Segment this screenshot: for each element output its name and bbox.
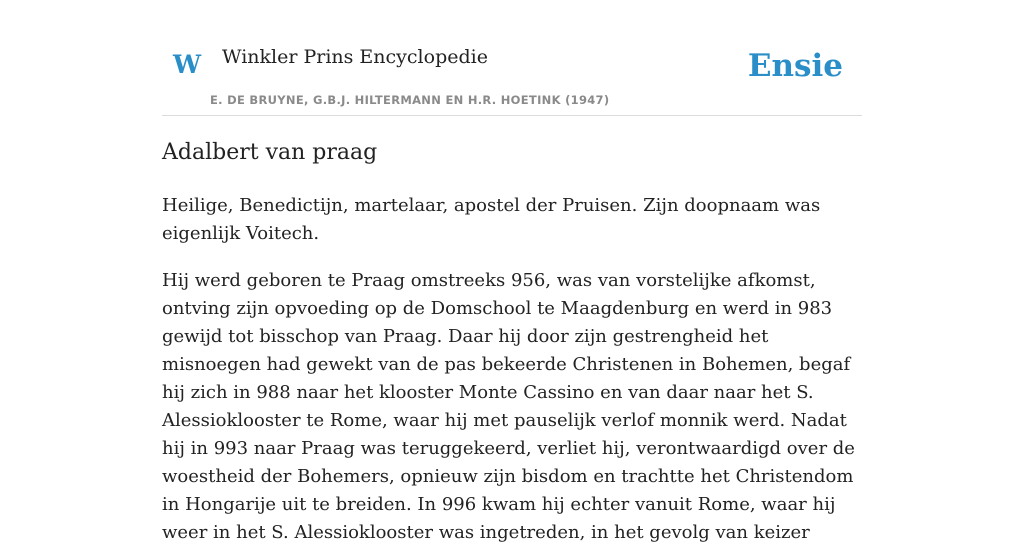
source-title[interactable]: Winkler Prins Encyclopedie (222, 46, 488, 68)
article-paragraph: Hij werd geboren te Praag omstreeks 956, was van vorstelijke afkomst, ontving zijn opvoeding op de Domschool te Maagdenburg en werd in 983 gewijd tot bisschop van Praag. Daar hij door zijn gestrengheid het misnoegen had gewekt van de pas bekeerde Christenen in Bohemen, begaf hij zich in 988 naar het klooster Monte Cassino en van daar naar het S. Alessioklooster te Rome, waar hij met pauselijk verlof monnik werd. Nadat hij in 993 naar Praag was teruggekeerd, verliet hij, verontwaardigd over de woestheid der Bohemers, opnieuw zijn bisdom en trachtte het Christendom in Hongarije uit te breiden. In 996 kwam hij echter vanuit Rome, waar hij weer in het S. Alessioklooster was ingetreden, in het gevolg van keizer (162, 270, 855, 543)
brand-logo[interactable]: Ensie (747, 48, 843, 84)
source-logo[interactable]: W (173, 50, 202, 79)
article-paragraph: Heilige, Benedictijn, martelaar, apostel der Pruisen. Zijn doopnaam was eigenlijk Voitech. (162, 195, 821, 244)
article-title: Adalbert van praag (162, 140, 378, 165)
source-authors: E. DE BRUYNE, G.B.J. HILTERMANN EN H.R. HOETINK (1947) (210, 93, 610, 107)
source-header (162, 0, 862, 116)
